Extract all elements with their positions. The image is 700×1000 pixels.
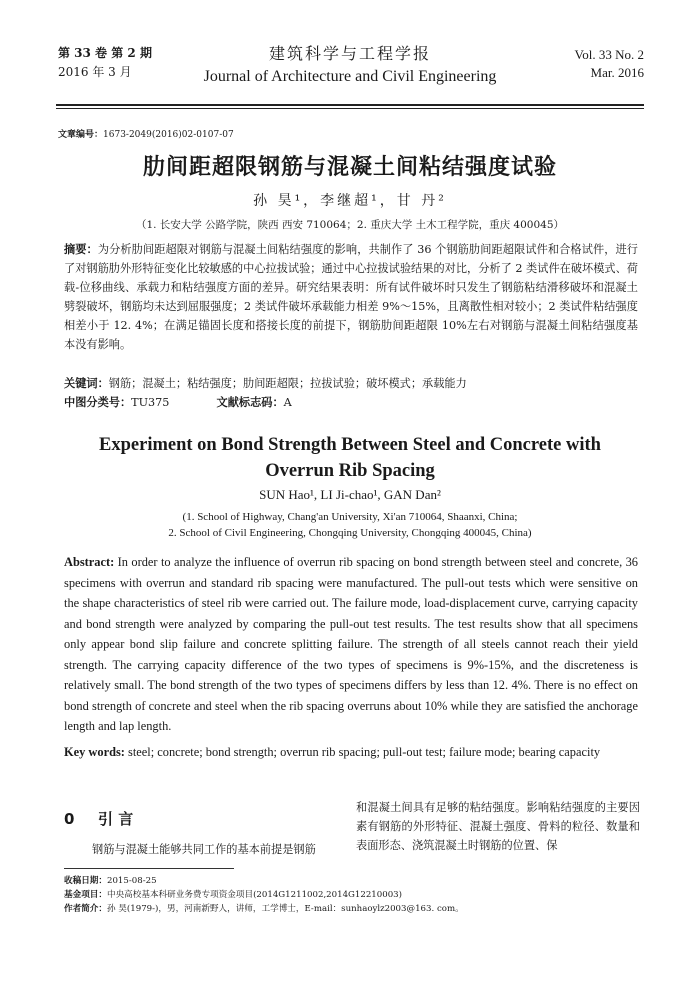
- author-bio-label: 作者简介：: [64, 904, 107, 914]
- fund-text: 中央高校基本科研业务费专项资金项目(2014G1211002,2014G12210003): [106, 890, 403, 900]
- footnote-fund: [64, 888, 644, 902]
- keywords-en: [64, 742, 638, 763]
- article-number-value: 1673-2049(2016)02-0107-07: [103, 130, 234, 140]
- keywords-en-text: steel; concrete; bond strength; overrun rib spacing; pull-out test; failure mode; bearing capacity: [124, 745, 601, 759]
- header-rule-thin: [56, 108, 644, 109]
- abstract-en: [64, 552, 638, 737]
- paper-title-en-line1: Experiment on Bond Strength Between Steel and Concrete with: [99, 435, 601, 455]
- keywords-cn-text: 钢筋；混凝土；粘结强度；肋间距超限；拉拔试验；破坏模式；承载能力: [108, 377, 467, 390]
- journal-name-en: Journal of Architecture and Civil Engineering: [203, 68, 497, 85]
- abstract-en-label: Abstract:: [64, 555, 115, 569]
- authors-cn: 孙 昊¹，李继超¹，甘 丹²: [253, 193, 447, 209]
- clc-value: TU375: [131, 396, 170, 409]
- affiliation-en-line1: (1. School of Highway, Chang'an University, Xi'an 710064, Shaanxi, China;: [182, 511, 518, 523]
- keywords-cn: [64, 374, 638, 393]
- body-text-left: 钢筋与混凝土能够共同工作的基本前提是钢筋: [92, 843, 316, 856]
- body-text-right: 和混凝土间具有足够的粘结强度。影响粘结强度的主要因素有钢筋的外形特征、混凝土强度、骨料的粒径、数量和表面形态、浇筑混凝土时钢筋的位置、保: [356, 801, 640, 852]
- abstract-cn-text: 为分析肋间距超限对钢筋与混凝土间粘结强度的影响，共制作了 36 个钢筋肋间距超限试件和合格试件，进行了对钢筋肋外形特征变化比较敏感的中心拉拔试验；通过中心拉拔试验结果的对比，分析了 2 类试件在破坏模式、荷载-位移曲线、承载力和粘结强度方面的差异。研究结果表明：所有试件破坏时只发生了钢筋粘结滑移破坏和混凝土劈裂破坏，钢筋均未达到屈服强度；2 类试件破坏承载能力相差 9%～15%，且离散性相对较小；2 类试件粘结强度相差小于 12. 4%；在满足锚固长度和搭接长度的前提下，钢筋肋间距超限 10%左右对钢筋与混凝土间粘结强度基本没有影响。: [64, 243, 638, 351]
- abstract-cn-label: 摘要：: [64, 243, 98, 256]
- author-bio-text: 孙 昊(1979-)，男，河南新野人，讲师，工学博士，E-mail：sunhaoylz2003@163. com。: [106, 904, 464, 914]
- article-number-label: 文章编号：: [58, 130, 104, 140]
- doc-code-label: 文献标志码：: [216, 396, 284, 409]
- section-title: 引 言: [98, 810, 134, 828]
- article-number: [58, 127, 234, 140]
- fund-label: 基金项目：: [64, 890, 107, 900]
- classification: [64, 393, 638, 412]
- keywords-en-label: Key words:: [64, 745, 125, 759]
- keywords-cn-label: 关键词：: [64, 377, 109, 390]
- section-heading: [64, 808, 133, 829]
- footnote-received: [64, 874, 644, 888]
- affiliation-cn: （1. 长安大学 公路学院，陕西 西安 710064；2. 重庆大学 土木工程学院，重庆 400045）: [135, 219, 565, 231]
- issue-info-cn: [58, 44, 152, 82]
- footnote-author: [64, 902, 644, 916]
- received-label: 收稿日期：: [64, 876, 107, 886]
- paper-title-cn: 肋间距超限钢筋与混凝土间粘结强度试验: [142, 155, 557, 180]
- issue-info-en: [575, 46, 644, 82]
- affiliation-en-line2: 2. School of Civil Engineering, Chongqing University, Chongqing 400045, China): [168, 527, 532, 539]
- section-number: 0: [64, 810, 75, 828]
- date-en: Mar. 2016: [590, 65, 644, 80]
- received-date: 2015-08-25: [106, 876, 157, 886]
- authors-en: SUN Hao¹, LI Ji-chao¹, GAN Dan²: [259, 487, 441, 502]
- abstract-en-text: In order to analyze the influence of overrun rib spacing on bond strength between steel and concrete, 36 specimens with overrun and standard rib spacing were manufactured. The pull-out tests which were sensitive on the shape characteristics of steel rib were carried out. The failure mode, load-displacement curve, carrying capacity and bond strength were analyzed by comparing the pull-out test results. The test results show that all specimens only appear bond slip failure and concrete splitting failure. The strength of all steels cannot reach their yield strength. The carrying capacity difference of the two types of specimens is 9%-15%, and the discreteness is relatively small. The bond strength of the two types of specimens differs by less than 12. 4%. There is no effect on bond strength of concrete and steel when the rib spacing overruns about 10% while they are satisfied the anchorage length and lap length.: [64, 555, 638, 733]
- volume-issue-cn: 第 33 卷 第 2 期: [58, 46, 152, 60]
- affiliation-en: [56, 509, 644, 541]
- footnotes: [64, 874, 644, 916]
- journal-name: [190, 42, 510, 88]
- abstract-cn: [64, 240, 638, 354]
- header-rule-thick: [56, 104, 644, 106]
- paper-title-en: [56, 432, 644, 484]
- clc-label: 中图分类号：: [64, 396, 132, 409]
- date-cn: 2016 年 3 月: [58, 65, 132, 79]
- paper-title-en-line2: Overrun Rib Spacing: [265, 461, 435, 481]
- volume-issue-en: Vol. 33 No. 2: [574, 47, 644, 62]
- footnote-rule: [64, 868, 234, 869]
- journal-name-cn: 建筑科学与工程学报: [268, 44, 431, 63]
- doc-code-value: A: [283, 396, 292, 409]
